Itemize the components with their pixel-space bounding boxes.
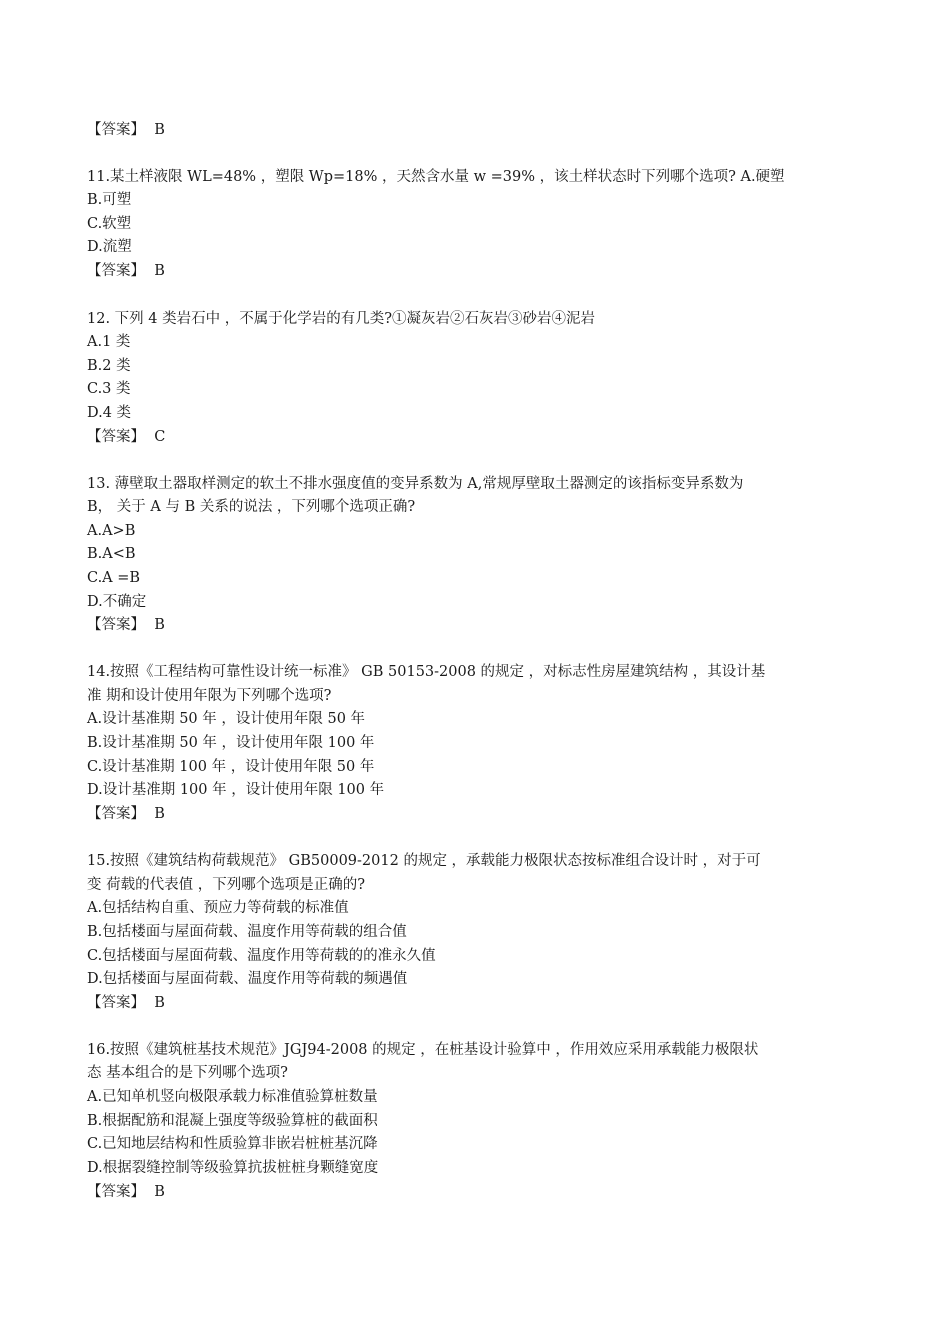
question-11-stem: 11.某土样液限 WL=48% ，塑限 Wp=18% ，天然含水量 w =39% ，该土样状态时下列哪个选项? A.硬塑 (87, 169, 785, 185)
option: B.2 类 (87, 358, 131, 374)
option: C.已知地层结构和性质验算非嵌岩桩桩基沉降 (87, 1136, 378, 1152)
option: D.根据裂缝控制等级验算抗拔桩桩身颗缝宽度 (87, 1160, 379, 1176)
option: D.设计基准期 100 年 ，设计使用年限 100 年 (87, 782, 385, 798)
option: A.设计基准期 50 年 ，设计使用年限 50 年 (87, 711, 366, 727)
question-16-stem-cont: 态 基本组合的是下列哪个选项? (87, 1065, 288, 1081)
option: C.设计基准期 100 年 ，设计使用年限 50 年 (87, 759, 375, 775)
answer-line: 【答案】 B (87, 263, 165, 279)
option: A.A>B (87, 523, 136, 539)
option: D.包括楼面与屋面荷载、温度作用等荷载的频遇值 (87, 971, 408, 987)
option: C.3 类 (87, 381, 131, 397)
answer-line: 【答案】 B (87, 806, 165, 822)
option: B.根据配筋和混凝上强度等级验算桩的截面积 (87, 1113, 378, 1129)
answer-line: 【答案】 C (87, 429, 166, 445)
question-15-stem-cont: 变 荷载的代表值 ，下列哪个选项是正确的? (87, 877, 365, 893)
answer-line: 【答案】 B (87, 1184, 165, 1200)
option: B.设计基准期 50 年 ，设计使用年限 100 年 (87, 735, 375, 751)
question-15-stem: 15.按照《建筑结构荷载规范》 GB50009-2012 的规定 ，承载能力极限状态按标准组合设计时 ，对于可 (87, 853, 761, 869)
option: A.包括结构自重、预应力等荷载的标准值 (87, 900, 349, 916)
option: C.软塑 (87, 216, 132, 232)
option: B.A<B (87, 546, 136, 562)
option: A.已知单机竖向极限承载力标准值验算桩数量 (87, 1089, 378, 1105)
option: B.包括楼面与屋面荷载、温度作用等荷载的组合值 (87, 924, 407, 940)
question-14-stem-cont: 准 期和设计使用年限为下列哪个选项? (87, 688, 332, 704)
option: B.可塑 (87, 192, 132, 208)
answer-line: 【答案】 B (87, 122, 165, 138)
question-13-stem-cont: B， 关于 A 与 B 关系的说法 ，下列哪个选项正确? (87, 499, 416, 515)
option: D.流塑 (87, 239, 132, 255)
question-16-stem: 16.按照《建筑桩基技术规范》JGJ94-2008 的规定 ，在桩基设计验算中 ，作用效应采用承载能力极限状 (87, 1042, 759, 1058)
question-12-stem: 12. 下列 4 类岩石中 ，不属于化学岩的有几类?①凝灰岩②石灰岩③砂岩④泥岩 (87, 311, 595, 327)
answer-line: 【答案】 B (87, 617, 165, 633)
option: C.包括楼面与屋面荷载、温度作用等荷载的的准永久值 (87, 948, 436, 964)
option: D.不确定 (87, 594, 147, 610)
option: C.A =B (87, 570, 141, 586)
question-13-stem: 13. 薄壁取土器取样测定的软土不排水强度值的变异系数为 A,常规厚壁取土器测定的该指标变异系数为 (87, 476, 744, 492)
answer-line: 【答案】 B (87, 995, 165, 1011)
question-14-stem: 14.按照《工程结构可靠性设计统一标准》 GB 50153-2008 的规定 ，对标志性房屋建筑结构 ，其设计基 (87, 664, 766, 680)
option: A.1 类 (87, 334, 131, 350)
option: D.4 类 (87, 405, 132, 421)
